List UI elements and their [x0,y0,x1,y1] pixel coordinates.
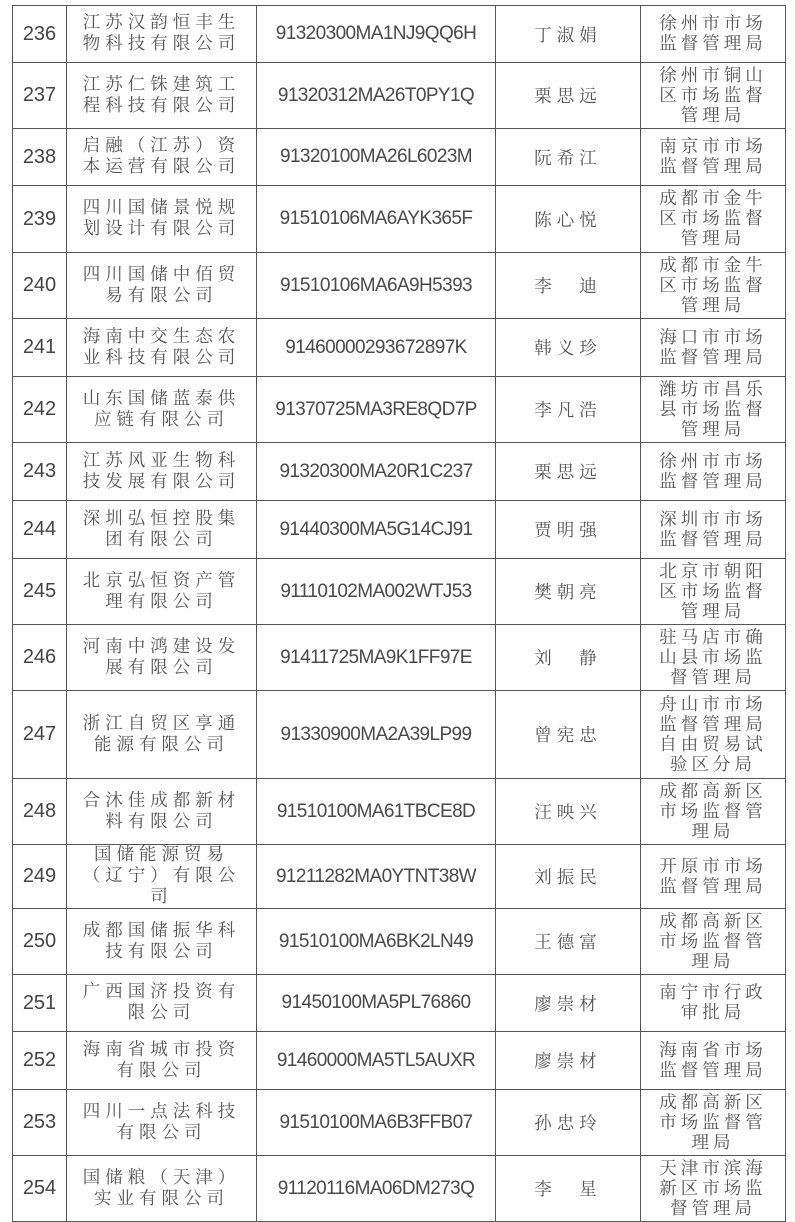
credit-code: 91120116MA06DM273Q [257,1156,496,1222]
row-index: 246 [13,625,67,691]
credit-code: 91460000293672897K [257,319,496,377]
table-row [13,691,786,779]
row-index: 250 [13,909,67,975]
credit-code: 91440300MA5G14CJ91 [257,501,496,559]
row-index: 253 [13,1090,67,1156]
table-row [13,443,786,501]
row-index: 244 [13,501,67,559]
registration-authority: 南京市市场监督管理局 [641,129,786,186]
company-name: 四川国储景悦规划设计有限公司 [67,186,257,253]
registration-authority: 徐州市铜山区市场监督管理局 [641,63,786,129]
legal-representative: 丁淑娟 [496,6,641,63]
credit-code: 91450100MA5PL76860 [257,975,496,1032]
table-row [13,377,786,443]
credit-code: 91411725MA9K1FF97E [257,625,496,691]
registration-authority: 成都市金牛区市场监督管理局 [641,186,786,253]
row-index: 249 [13,845,67,909]
table-row [13,319,786,377]
company-name: 海南中交生态农业科技有限公司 [67,319,257,377]
registration-authority: 徐州市市场监督管理局 [641,443,786,501]
row-index: 242 [13,377,67,443]
company-name: 成都国储振华科技有限公司 [67,909,257,975]
company-name: 河南中鸿建设发展有限公司 [67,625,257,691]
registration-authority: 舟山市市场监督管理局自由贸易试验区分局 [641,691,786,779]
company-name: 广西国济投资有限公司 [67,975,257,1032]
legal-representative: 汪映兴 [496,779,641,845]
credit-code: 91320300MA20R1C237 [257,443,496,501]
company-name: 江苏仁铢建筑工程科技有限公司 [67,63,257,129]
company-name: 启融（江苏）资本运营有限公司 [67,129,257,186]
table-row [13,975,786,1032]
registration-authority: 深圳市市场监督管理局 [641,501,786,559]
table-body [13,6,786,1222]
table-row [13,625,786,691]
registration-authority: 徐州市市场监督管理局 [641,6,786,63]
legal-representative: 刘 静 [496,625,641,691]
row-index: 240 [13,253,67,319]
registration-authority: 北京市朝阳区市场监督管理局 [641,559,786,625]
table-row [13,6,786,63]
table-row [13,253,786,319]
legal-representative: 樊朝亮 [496,559,641,625]
credit-code: 91510100MA6B3FFB07 [257,1090,496,1156]
company-name: 江苏风亚生物科技发展有限公司 [67,443,257,501]
registration-authority: 成都高新区市场监督管理局 [641,909,786,975]
legal-representative: 李 星 [496,1156,641,1222]
table-row [13,1156,786,1222]
table-row [13,845,786,909]
legal-representative: 王德富 [496,909,641,975]
registration-authority: 成都高新区市场监督管理局 [641,1090,786,1156]
registration-authority: 成都高新区市场监督管理局 [641,779,786,845]
registration-authority: 驻马店市确山县市场监督管理局 [641,625,786,691]
company-name: 国储粮（天津）实业有限公司 [67,1156,257,1222]
company-name: 四川一点法科技有限公司 [67,1090,257,1156]
credit-code: 91370725MA3RE8QD7P [257,377,496,443]
registration-authority: 海口市市场监督管理局 [641,319,786,377]
company-name: 海南省城市投资有限公司 [67,1032,257,1090]
legal-representative: 阮希江 [496,129,641,186]
table-row [13,501,786,559]
registration-authority: 海南省市场监督管理局 [641,1032,786,1090]
row-index: 254 [13,1156,67,1222]
row-index: 248 [13,779,67,845]
table-row [13,1032,786,1090]
table-row [13,909,786,975]
enterprise-table [12,5,786,1222]
credit-code: 91320300MA1NJ9QQ6H [257,6,496,63]
credit-code: 91320312MA26T0PY1Q [257,63,496,129]
row-index: 245 [13,559,67,625]
company-name: 合沐佳成都新材料有限公司 [67,779,257,845]
credit-code: 91510100MA61TBCE8D [257,779,496,845]
company-name: 山东国储蓝泰供应链有限公司 [67,377,257,443]
legal-representative: 韩义珍 [496,319,641,377]
table-row [13,559,786,625]
credit-code: 91320100MA26L6023M [257,129,496,186]
credit-code: 91510106MA6A9H5393 [257,253,496,319]
company-name: 深圳弘恒控股集团有限公司 [67,501,257,559]
credit-code: 91460000MA5TL5AUXR [257,1032,496,1090]
row-index: 251 [13,975,67,1032]
legal-representative: 廖崇材 [496,1032,641,1090]
table-row [13,779,786,845]
registration-authority: 开原市市场监督管理局 [641,845,786,909]
table-row [13,186,786,253]
credit-code: 91330900MA2A39LP99 [257,691,496,779]
credit-code: 91510100MA6BK2LN49 [257,909,496,975]
credit-code: 91110102MA002WTJ53 [257,559,496,625]
legal-representative: 贾明强 [496,501,641,559]
legal-representative: 栗思远 [496,443,641,501]
legal-representative: 陈心悦 [496,186,641,253]
legal-representative: 曾宪忠 [496,691,641,779]
table-row [13,1090,786,1156]
legal-representative: 李 迪 [496,253,641,319]
row-index: 252 [13,1032,67,1090]
table-row [13,63,786,129]
row-index: 243 [13,443,67,501]
legal-representative: 栗思远 [496,63,641,129]
legal-representative: 廖崇材 [496,975,641,1032]
registration-authority: 成都市金牛区市场监督管理局 [641,253,786,319]
row-index: 237 [13,63,67,129]
credit-code: 91211282MA0YTNT38W [257,845,496,909]
legal-representative: 刘振民 [496,845,641,909]
row-index: 238 [13,129,67,186]
company-name: 江苏汉韵恒丰生物科技有限公司 [67,6,257,63]
company-name: 浙江自贸区享通能源有限公司 [67,691,257,779]
company-name: 国储能源贸易（辽宁）有限公司 [67,845,257,909]
legal-representative: 李凡浩 [496,377,641,443]
registration-authority: 天津市滨海新区市场监督管理局 [641,1156,786,1222]
row-index: 241 [13,319,67,377]
table-row [13,129,786,186]
credit-code: 91510106MA6AYK365F [257,186,496,253]
company-name: 四川国储中佰贸易有限公司 [67,253,257,319]
row-index: 239 [13,186,67,253]
legal-representative: 孙忠玲 [496,1090,641,1156]
company-name: 北京弘恒资产管理有限公司 [67,559,257,625]
registration-authority: 南宁市行政审批局 [641,975,786,1032]
registration-authority: 潍坊市昌乐县市场监督管理局 [641,377,786,443]
row-index: 247 [13,691,67,779]
row-index: 236 [13,6,67,63]
